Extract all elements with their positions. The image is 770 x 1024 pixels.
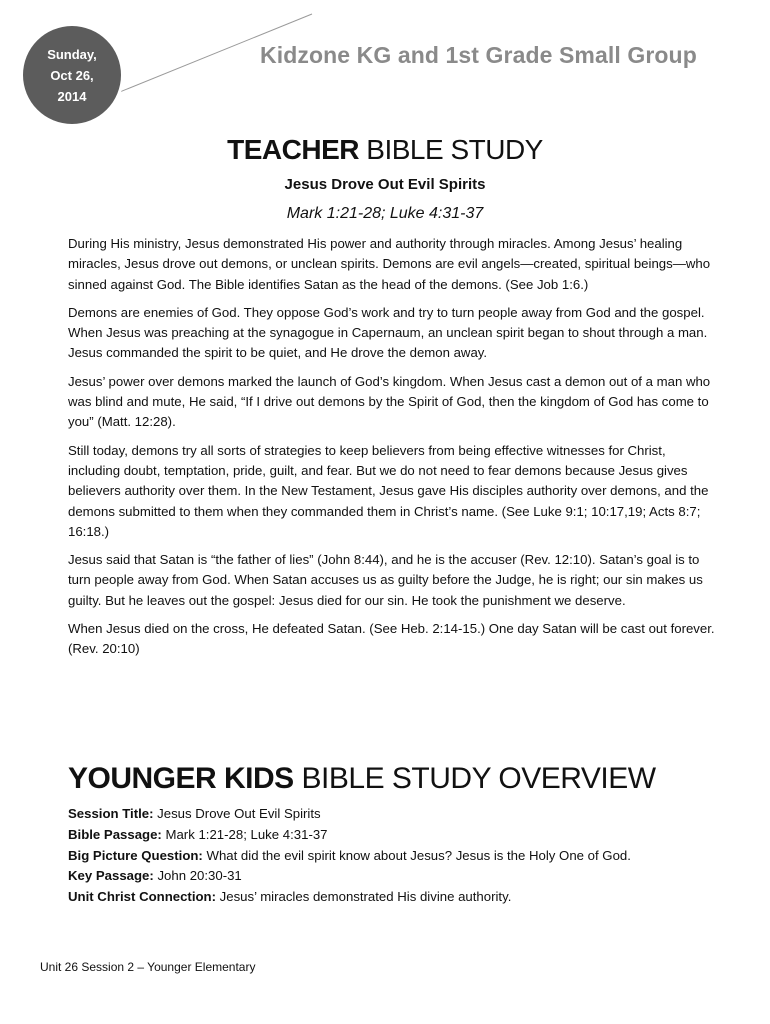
scripture-reference: Mark 1:21-28; Luke 4:31-37 (286, 205, 484, 222)
date-line-weekday: Sunday, (47, 47, 97, 62)
overview-value: What did the evil spirit know about Jesus? Jesus is the Holy One of God. (202, 847, 631, 863)
overview-list (68, 804, 728, 908)
overview-value: Jesus’ miracles demonstrated His divine authority. (215, 889, 512, 905)
body-paragraph: Still today, demons try all sorts of strategies to keep believers from being effective witnesses for Christ, including doubt, temptation, pride, guilt, and fear. But we do not need to fear demons because Jesus gives believers authority over them. In the New Testament, Jesus gave His disciples authority over demons, and the demons submitted to them when they commanded them in Christ’s name. (See Luke 9:1; 10:17,19; Acts 8:7; 16:18.) (68, 442, 709, 539)
younger-heading-rest: BIBLE STUDY OVERVIEW (293, 762, 656, 795)
overview-row-session-title (68, 804, 728, 825)
overview-row-key-passage (68, 866, 728, 887)
body-paragraph: When Jesus died on the cross, He defeated Satan. (See Heb. 2:14-15.) One day Satan will be cast out forever. (Rev. 20:10) (68, 621, 715, 657)
overview-row-christ-connection (68, 887, 728, 908)
overview-label: Bible Passage: (68, 826, 162, 842)
date-line-day: Oct 26, (50, 68, 94, 83)
overview-row-big-picture-question (68, 846, 728, 867)
page-footer: Unit 26 Session 2 – Younger Elementary (40, 960, 256, 974)
overview-value: Jesus Drove Out Evil Spirits (153, 806, 321, 821)
teacher-study-body (68, 234, 716, 668)
overview-value: John 20:30-31 (153, 868, 242, 884)
session-subtitle: Jesus Drove Out Evil Spirits (284, 176, 486, 193)
overview-label: Key Passage: (68, 868, 154, 884)
body-paragraph: Jesus’ power over demons marked the launch of God’s kingdom. When Jesus cast a demon out of a man who was blind and mute, He said, “If I drive out demons by the Spirit of God, then the kingdom of God has come to you” (Matt. 12:28). (68, 373, 711, 430)
overview-row-bible-passage (68, 825, 728, 846)
overview-label: Big Picture Question: (68, 847, 203, 863)
overview-label: Unit Christ Connection: (68, 889, 216, 905)
overview-value: Mark 1:21-28; Luke 4:31-37 (161, 826, 328, 842)
teacher-study-heading (0, 134, 770, 166)
overview-label: Session Title: (68, 806, 154, 821)
younger-overview-heading (68, 762, 656, 796)
teacher-heading-rest: BIBLE STUDY (359, 134, 543, 165)
younger-heading-bold: YOUNGER KIDS (68, 762, 294, 795)
document-header-title: Kidzone KG and 1st Grade Small Group (260, 42, 697, 68)
body-paragraph: Jesus said that Satan is “the father of lies” (John 8:44), and he is the accuser (Rev. 12:10). Satan’s goal is to turn people away from God. When Satan accuses us as guilty before the Judge, he is right; our sin makes us guilty. But he leaves out the gospel: Jesus died for our sin. He took the punishment we deserve. (68, 552, 703, 608)
body-paragraph: During His ministry, Jesus demonstrated His power and authority through miracles. Among Jesus’ healing miracles, Jesus drove out demons, or unclean spirits. Demons are evil angels—created, spiritual beings—who sinned against God. The Bible identifies Satan as the head of the demons. (See Job 1:6.) (68, 236, 711, 292)
body-paragraph: Demons are enemies of God. They oppose God’s work and try to turn people away from God and the gospel. When Jesus was preaching at the synagogue in Capernaum, an unclean spirit began to shout through a man. Jesus commanded the spirit to be quiet, and He drove the demon away. (68, 304, 708, 361)
date-line-year: 2014 (57, 89, 87, 104)
date-badge (36, 44, 108, 107)
teacher-heading-bold: TEACHER (227, 134, 359, 165)
